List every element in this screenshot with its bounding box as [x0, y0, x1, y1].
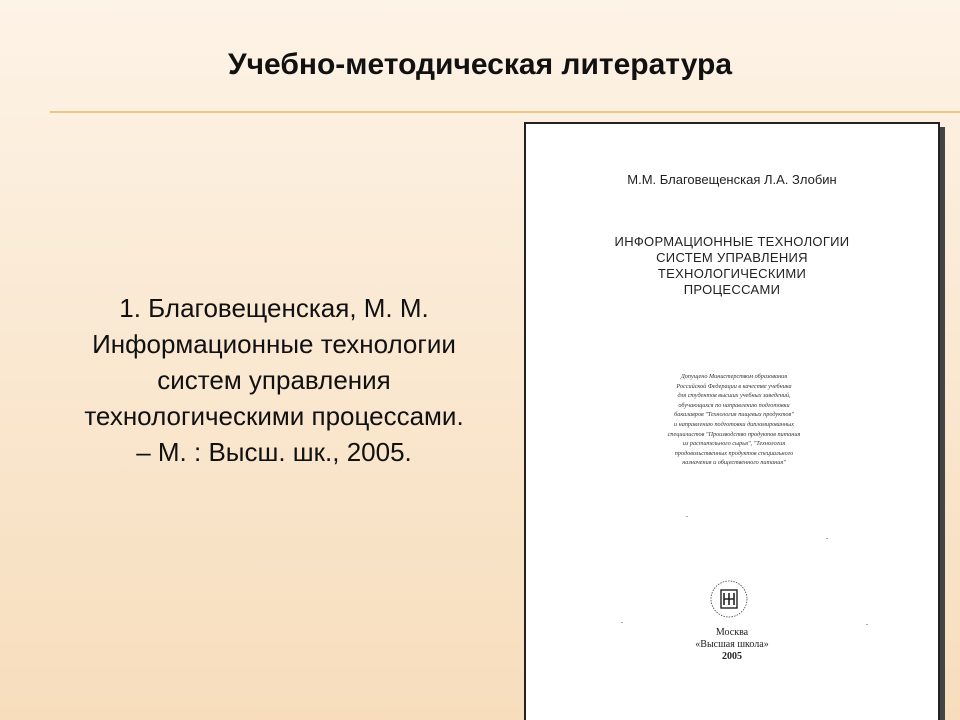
citation-line: 1. Благовещенская, М. М.: [119, 293, 429, 323]
approval-line: обучающихся по направлению подготовки: [678, 401, 790, 409]
scan-speck: [826, 538, 828, 539]
approval-line: Российской Федерации в качестве учебника: [676, 382, 792, 390]
book-title-line: ТЕХНОЛОГИЧЕСКИМИ: [657, 266, 807, 281]
book-title-line: ИНФОРМАЦИОННЫЕ ТЕХНОЛОГИИ: [614, 234, 850, 249]
approval-line: из растительного сырья", "Технология: [682, 440, 786, 448]
imprint-year: 2005: [722, 651, 742, 662]
approval-line: Допущено Министерством образования: [680, 373, 788, 380]
title-divider: [50, 111, 960, 113]
slide-title: Учебно-методическая литература: [227, 48, 733, 81]
approval-line: бакалавров "Технология пищевых продуктов": [674, 411, 794, 419]
scan-speck: [621, 622, 623, 623]
approval-line: продовольственных продуктов специального: [674, 449, 794, 457]
imprint-city: Москва: [715, 627, 749, 638]
citation-line: систем управления: [157, 365, 391, 395]
book-title-page-image: [524, 122, 940, 720]
book-authors: М.М. Благовещенская Л.А. Злобин: [627, 172, 837, 187]
imprint-publisher: «Высшая школа»: [695, 639, 769, 650]
approval-line: назначения и общественного питания": [682, 459, 786, 467]
book-title: [526, 234, 938, 298]
book-title-line: СИСТЕМ УПРАВЛЕНИЯ: [656, 250, 808, 265]
book-title-line: ПРОЦЕССАМИ: [683, 282, 781, 297]
ministry-approval-text: [596, 372, 872, 468]
publisher-logo-icon: [709, 579, 749, 619]
citation-line: – М. : Высш. шк., 2005.: [136, 437, 412, 467]
scan-speck: [866, 624, 868, 625]
book-imprint: [526, 627, 938, 663]
approval-line: для студентов высших учебных заведений,: [677, 392, 791, 400]
citation-line: технологическими процессами.: [84, 401, 464, 431]
citation-line: Информационные технологии: [92, 329, 456, 359]
scan-speck: [686, 516, 688, 517]
approval-line: и направлению подготовки дипломированных: [674, 420, 794, 428]
book-citation: [20, 290, 528, 470]
approval-line: специалистов "Производство продуктов питания: [667, 430, 801, 438]
